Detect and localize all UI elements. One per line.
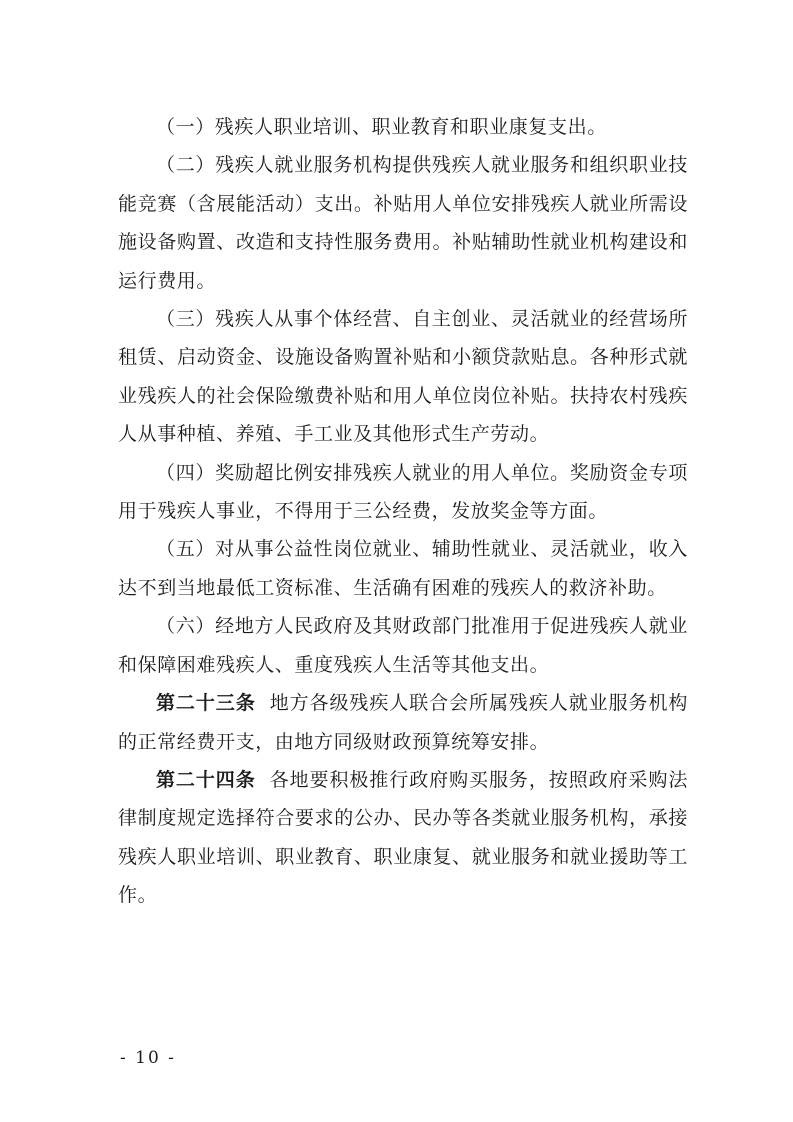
clause-1: （一）残疾人职业培训、职业教育和职业康复支出。 — [156, 116, 607, 138]
clause-6: （六）经地方人民政府及其财政部门批准用于促进残疾人就业和保障困难残疾人、重度残疾人生活等其他支出。 — [118, 615, 688, 676]
article-23 — [118, 684, 688, 761]
page-number: - 10 - — [120, 1048, 176, 1068]
clause-4: （四）奖励超比例安排残疾人就业的用人单位。奖励资金专项用于残疾人事业，不得用于三公经费，发放奖金等方面。 — [118, 461, 688, 523]
article-23-text: 地方各级残疾人联合会所属残疾人就业服务机构的正常经费开支，由地方同级财政预算统筹安排。 — [118, 692, 688, 753]
clause-2: （二）残疾人就业服务机构提供残疾人就业服务和组织职业技能竞赛（含展能活动）支出。补贴用人单位安排残疾人就业所需设施设备购置、改造和支持性服务费用。补贴辅助性就业机构建设和运行费用。 — [118, 154, 688, 292]
article-23-heading: 第二十三条 — [156, 692, 256, 715]
document-body — [118, 108, 688, 915]
clause-5: （五）对从事公益性岗位就业、辅助性就业、灵活就业，收入达不到当地最低工资标准、生活确有困难的残疾人的救济补助。 — [118, 538, 688, 599]
clause-3: （三）残疾人从事个体经营、自主创业、灵活就业的经营场所租赁、启动资金、设施设备购置补贴和小额贷款贴息。各种形式就业残疾人的社会保险缴费补贴和用人单位岗位补贴。扶持农村残疾人从事种植、养殖、手工业及其他形式生产劳动。 — [118, 308, 688, 446]
article-24-text: 各地要积极推行政府购买服务，按照政府采购法律制度规定选择符合要求的公办、民办等各类就业服务机构，承接残疾人职业培训、职业教育、职业康复、就业服务和就业援助等工作。 — [118, 768, 688, 907]
article-24 — [118, 761, 688, 915]
article-24-heading: 第二十四条 — [156, 768, 256, 791]
